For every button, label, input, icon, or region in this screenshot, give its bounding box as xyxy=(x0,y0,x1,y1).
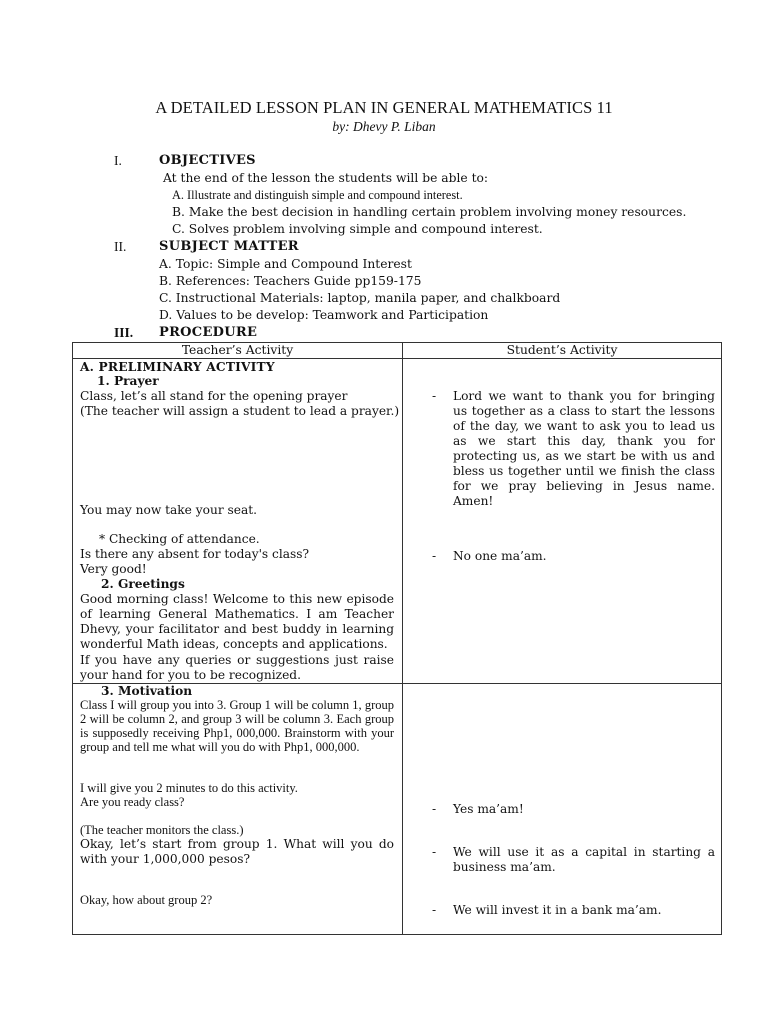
seat-instruction: You may now take your seat. xyxy=(80,503,258,517)
document-author: by: Dhevy P. Liban xyxy=(332,119,436,134)
table-border-right xyxy=(721,342,722,935)
section-numeral-objectives: I. xyxy=(114,153,122,168)
section-heading-procedure: PROCEDURE xyxy=(159,325,258,340)
motivation-time: I will give you 2 minutes to do this activity. xyxy=(80,781,298,795)
prayer-instruction: Class, let’s all stand for the opening prayer xyxy=(80,389,348,403)
table-header-divider xyxy=(72,358,722,359)
motivation-group1: Okay, let’s start from group 1. What will you do with your 1,000,000 pesos? xyxy=(80,837,394,866)
table-border-bottom xyxy=(72,934,722,935)
motivation-ready: Are you ready class? xyxy=(80,795,185,809)
document-title: A DETAILED LESSON PLAN IN GENERAL MATHEMATICS 11 xyxy=(155,98,613,117)
preliminary-activity-heading: A. PRELIMINARY ACTIVITY xyxy=(80,360,275,374)
student-attendance-answer: No one ma’am. xyxy=(453,549,547,563)
prayer-heading: 1. Prayer xyxy=(97,374,159,388)
motivation-monitor: (The teacher monitors the class.) xyxy=(80,823,244,837)
motivation-heading: 3. Motivation xyxy=(101,684,193,698)
greetings-paragraph: Good morning class! Welcome to this new episode of learning General Mathematics. I am Teacher Dhevy, your facilitator and best buddy in learning wonderful Math ideas, concepts and applications. xyxy=(80,592,394,651)
table-border-left xyxy=(72,342,73,935)
objective-item: B. Make the best decision in handling certain problem involving money resources. xyxy=(172,205,687,219)
section-numeral-subject-matter: II. xyxy=(114,239,127,254)
bullet-dash: - xyxy=(432,903,437,917)
student-answer: We will invest it in a bank ma’am. xyxy=(453,903,662,917)
column-header-teacher: Teacher’s Activity xyxy=(181,343,294,357)
table-column-divider xyxy=(402,342,403,935)
attendance-question: Is there any absent for today's class? xyxy=(80,547,310,561)
attendance-response: Very good! xyxy=(80,562,147,576)
bullet-dash: - xyxy=(432,389,437,403)
section-heading-subject-matter: SUBJECT MATTER xyxy=(159,239,299,254)
bullet-dash: - xyxy=(432,549,437,563)
objective-item: A. Illustrate and distinguish simple and compound interest. xyxy=(172,188,463,202)
subject-matter-item: A. Topic: Simple and Compound Interest xyxy=(159,257,412,271)
subject-matter-item: B. References: Teachers Guide pp159-175 xyxy=(159,274,422,288)
subject-matter-item: D. Values to be develop: Teamwork and Participation xyxy=(159,308,489,322)
section-heading-objectives: OBJECTIVES xyxy=(159,153,256,168)
section-numeral-procedure: III. xyxy=(114,325,134,340)
student-answer: We will use it as a capital in starting a business ma’am. xyxy=(453,845,715,874)
greetings-heading: 2. Greetings xyxy=(101,577,185,591)
student-answer: Yes ma’am! xyxy=(453,802,524,816)
attendance-check: * Checking of attendance. xyxy=(99,532,260,546)
motivation-group2: Okay, how about group 2? xyxy=(80,893,213,907)
bullet-dash: - xyxy=(432,802,437,816)
motivation-paragraph: Class I will group you into 3. Group 1 will be column 1, group 2 will be column 2, and group 3 will be column 3. Each group is supposedly receiving Php1, 000,000. Brainstorm with your group and tell me what will you do with Php1, 000,000. xyxy=(80,698,394,754)
objectives-intro: At the end of the lesson the students will be able to: xyxy=(163,171,489,185)
greetings-queries: If you have any queries or suggestions just raise your hand for you to be recognized. xyxy=(80,653,394,682)
column-header-student: Student’s Activity xyxy=(506,343,618,357)
subject-matter-item: C. Instructional Materials: laptop, manila paper, and chalkboard xyxy=(159,291,561,305)
objective-item: C. Solves problem involving simple and compound interest. xyxy=(172,222,543,236)
bullet-dash: - xyxy=(432,845,437,859)
prayer-note: (The teacher will assign a student to lead a prayer.) xyxy=(80,404,400,418)
student-prayer: Lord we want to thank you for bringing us together as a class to start the lessons of the day, we want to ask you to lead us as we start this day, thank you for protecting us, as we start be with us and bless us together until we finish the class for we pray believing in Jesus name. Amen! xyxy=(453,389,715,508)
